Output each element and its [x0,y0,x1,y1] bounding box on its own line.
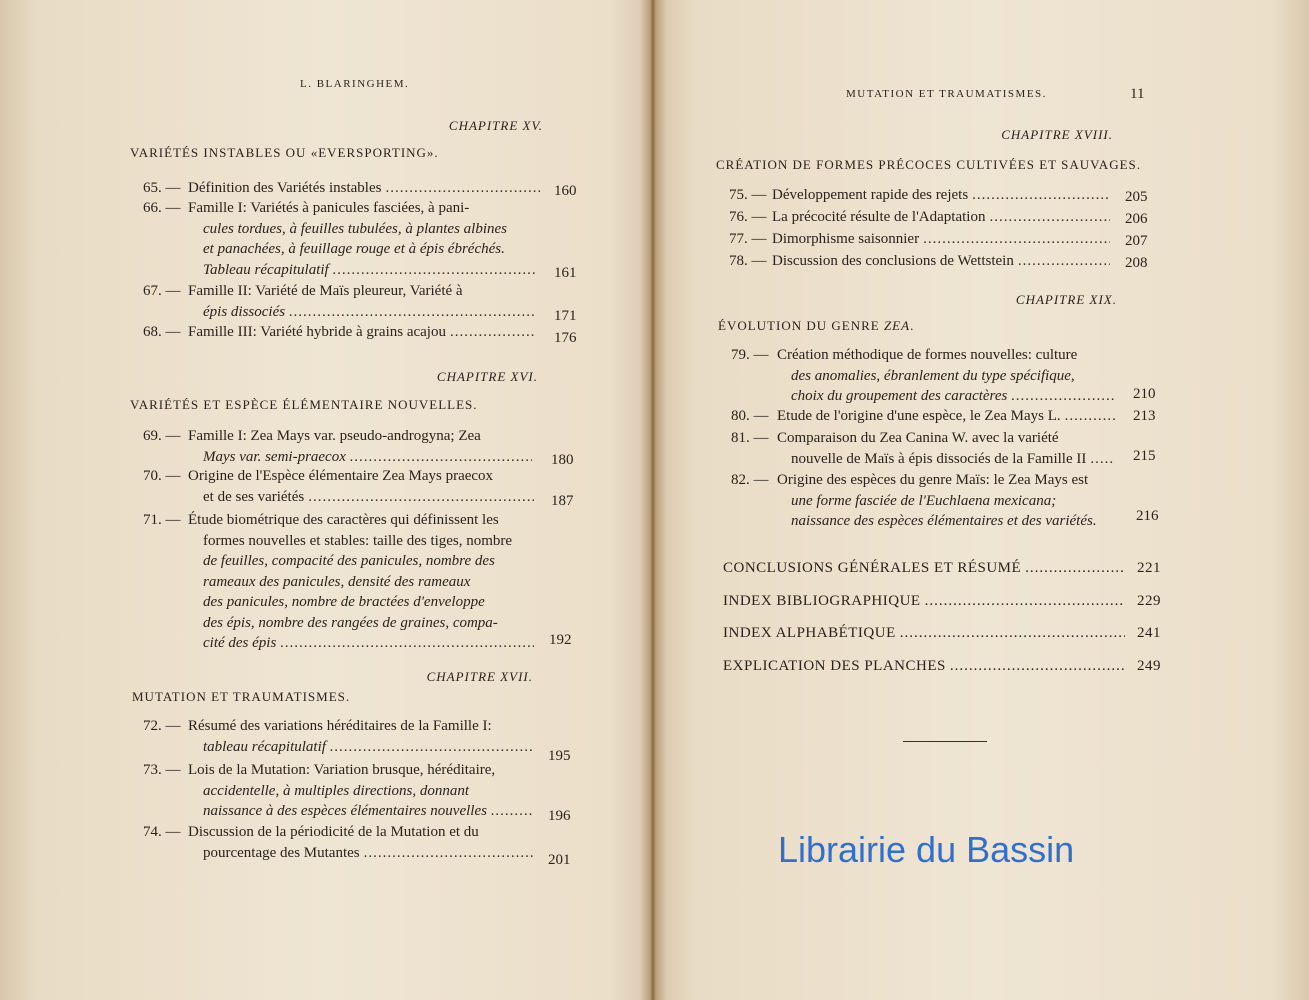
page-ref: 196 [548,808,571,824]
page-ref: 207 [1125,233,1148,249]
chapter-title: CHAPITRE XVIII. [1001,127,1113,142]
section-heading: VARIÉTÉS ET ESPÈCE ÉLÉMENTAIRE NOUVELLES. [130,397,478,412]
page-ref: 215 [1133,448,1156,464]
page-ref: 210 [1133,386,1156,402]
page-ref: 161 [554,265,577,281]
page-ref: 192 [549,632,572,648]
back-matter-conclusions: CONCLUSIONS GÉNÉRALES ET RÉSUMÉ ..... 221 [723,560,1161,577]
chapter-title: CHAPITRE XIX. [1015,292,1117,307]
seller-watermark: Librairie du Bassin [778,829,1075,870]
page-ref: 180 [551,452,574,468]
section-heading: ÉVOLUTION DU GENRE ZEA. [718,318,915,333]
book-gutter [638,0,668,1000]
page-ref: 206 [1125,211,1148,227]
page-ref: 208 [1125,255,1148,271]
section-heading: VARIÉTÉS INSTABLES OU «EVERSPORTING». [130,145,439,160]
page-ref: 160 [554,183,577,199]
page-ref: 205 [1125,189,1148,205]
chapter-title: CHAPITRE XV. [448,118,543,133]
running-header-left: L. BLARINGHEM. [300,78,410,90]
page-ref: 171 [554,308,577,324]
page-ref: 216 [1136,508,1159,524]
back-matter-index: INDEX ALPHABÉTIQUE ..... 241 [723,625,1161,642]
section-heading: MUTATION ET TRAUMATISMES. [132,689,351,704]
running-header-right: MUTATION ET TRAUMATISMES. [846,88,1047,100]
page-ref: 213 [1133,408,1156,424]
back-matter-bibliography: INDEX BIBLIOGRAPHIQUE ..... 229 [723,593,1161,610]
page-number: 11 [1130,86,1145,102]
chapter-title: CHAPITRE XVI. [436,369,538,384]
page-ref: 176 [554,330,577,346]
page-ref: 195 [548,748,571,764]
end-rule [903,741,987,742]
chapter-title: CHAPITRE XVII. [426,669,533,684]
section-heading: CRÉATION DE FORMES PRÉCOCES CULTIVÉES ET SAUVAGES. [716,157,1142,172]
page-ref: 201 [548,852,571,868]
page-ref: 187 [551,493,574,509]
back-matter-plates: EXPLICATION DES PLANCHES ..... 249 [723,658,1161,675]
